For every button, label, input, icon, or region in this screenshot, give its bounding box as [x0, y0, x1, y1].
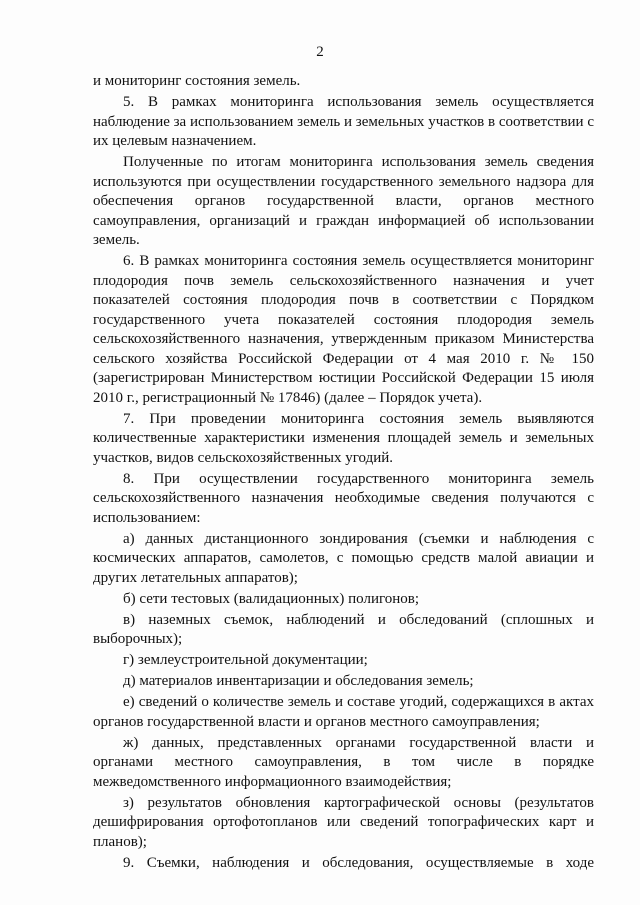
- paragraph-item-6: 6. В рамках мониторинга состояния земель осуществляется мониторинг плодородия почв земель сельскохозяйственного назначения и учет показателей состояния плодородия почв в соответствии с Порядком государственного учета показателей состояния плодородия земель сельскохозяйственного назначения, утвержденным приказом Министерства сельского хозяйства Российской Федерации от 4 мая 2010 г. № 150 (зарегистрирован Министерством юстиции Российской Федерации 15 июля 2010 г., регистрационный № 17846) (далее – Порядок учета).: [93, 253, 594, 406]
- paragraph-item-5: 5. В рамках мониторинга использования земель осуществляется наблюдение за использованием земель и земельных участков в соответствии с их целевым назначением.: [93, 94, 594, 149]
- list-item-e: е) сведений о количестве земель и составе угодий, содержащихся в актах органов государственной власти и органов местного самоуправления;: [93, 694, 594, 730]
- list-item-a: а) данных дистанционного зондирования (съемки и наблюдения с космических аппаратов, самолетов, с помощью средств малой авиации и других летательных аппаратов);: [93, 530, 594, 586]
- list-item-g: г) землеустроительной документации;: [123, 652, 368, 668]
- list-item-v: в) наземных съемок, наблюдений и обследований (сплошных и выборочных);: [93, 611, 594, 647]
- list-item-b: б) сети тестовых (валидационных) полигонов;: [123, 590, 420, 607]
- paragraph-monitoring-results: Полученные по итогам мониторинга использования земель сведения используются при осуществлении государственного земельного надзора для обеспечения органов государственной власти, органов местного самоуправления, организаций и граждан информацией об использовании земель.: [93, 154, 594, 248]
- paragraph-item-7: 7. При проведении мониторинга состояния земель выявляются количественные характеристики изменения площадей земель и земельных участков, видов сельскохозяйственных угодий.: [93, 410, 594, 466]
- list-item-zh: ж) данных, представленных органами государственной власти и органами местного самоуправления, в том числе в порядке межведомственного информационного взаимодействия;: [93, 734, 594, 790]
- document-body: [93, 72, 594, 875]
- page-number: 2: [316, 44, 324, 60]
- list-item-d: д) материалов инвентаризации и обследования земель;: [123, 673, 474, 689]
- paragraph-item-9: 9. Съемки, наблюдения и обследования, осуществляемые в ходе: [123, 854, 594, 871]
- paragraph-continuation: и мониторинг состояния земель.: [93, 73, 301, 89]
- paragraph-item-8: 8. При осуществлении государственного мониторинга земель сельскохозяйственного назначения необходимые сведения получаются с использованием:: [93, 470, 594, 526]
- list-item-z: з) результатов обновления картографической основы (результатов дешифрирования ортофотопланов или сведений топографических карт и планов);: [93, 794, 594, 850]
